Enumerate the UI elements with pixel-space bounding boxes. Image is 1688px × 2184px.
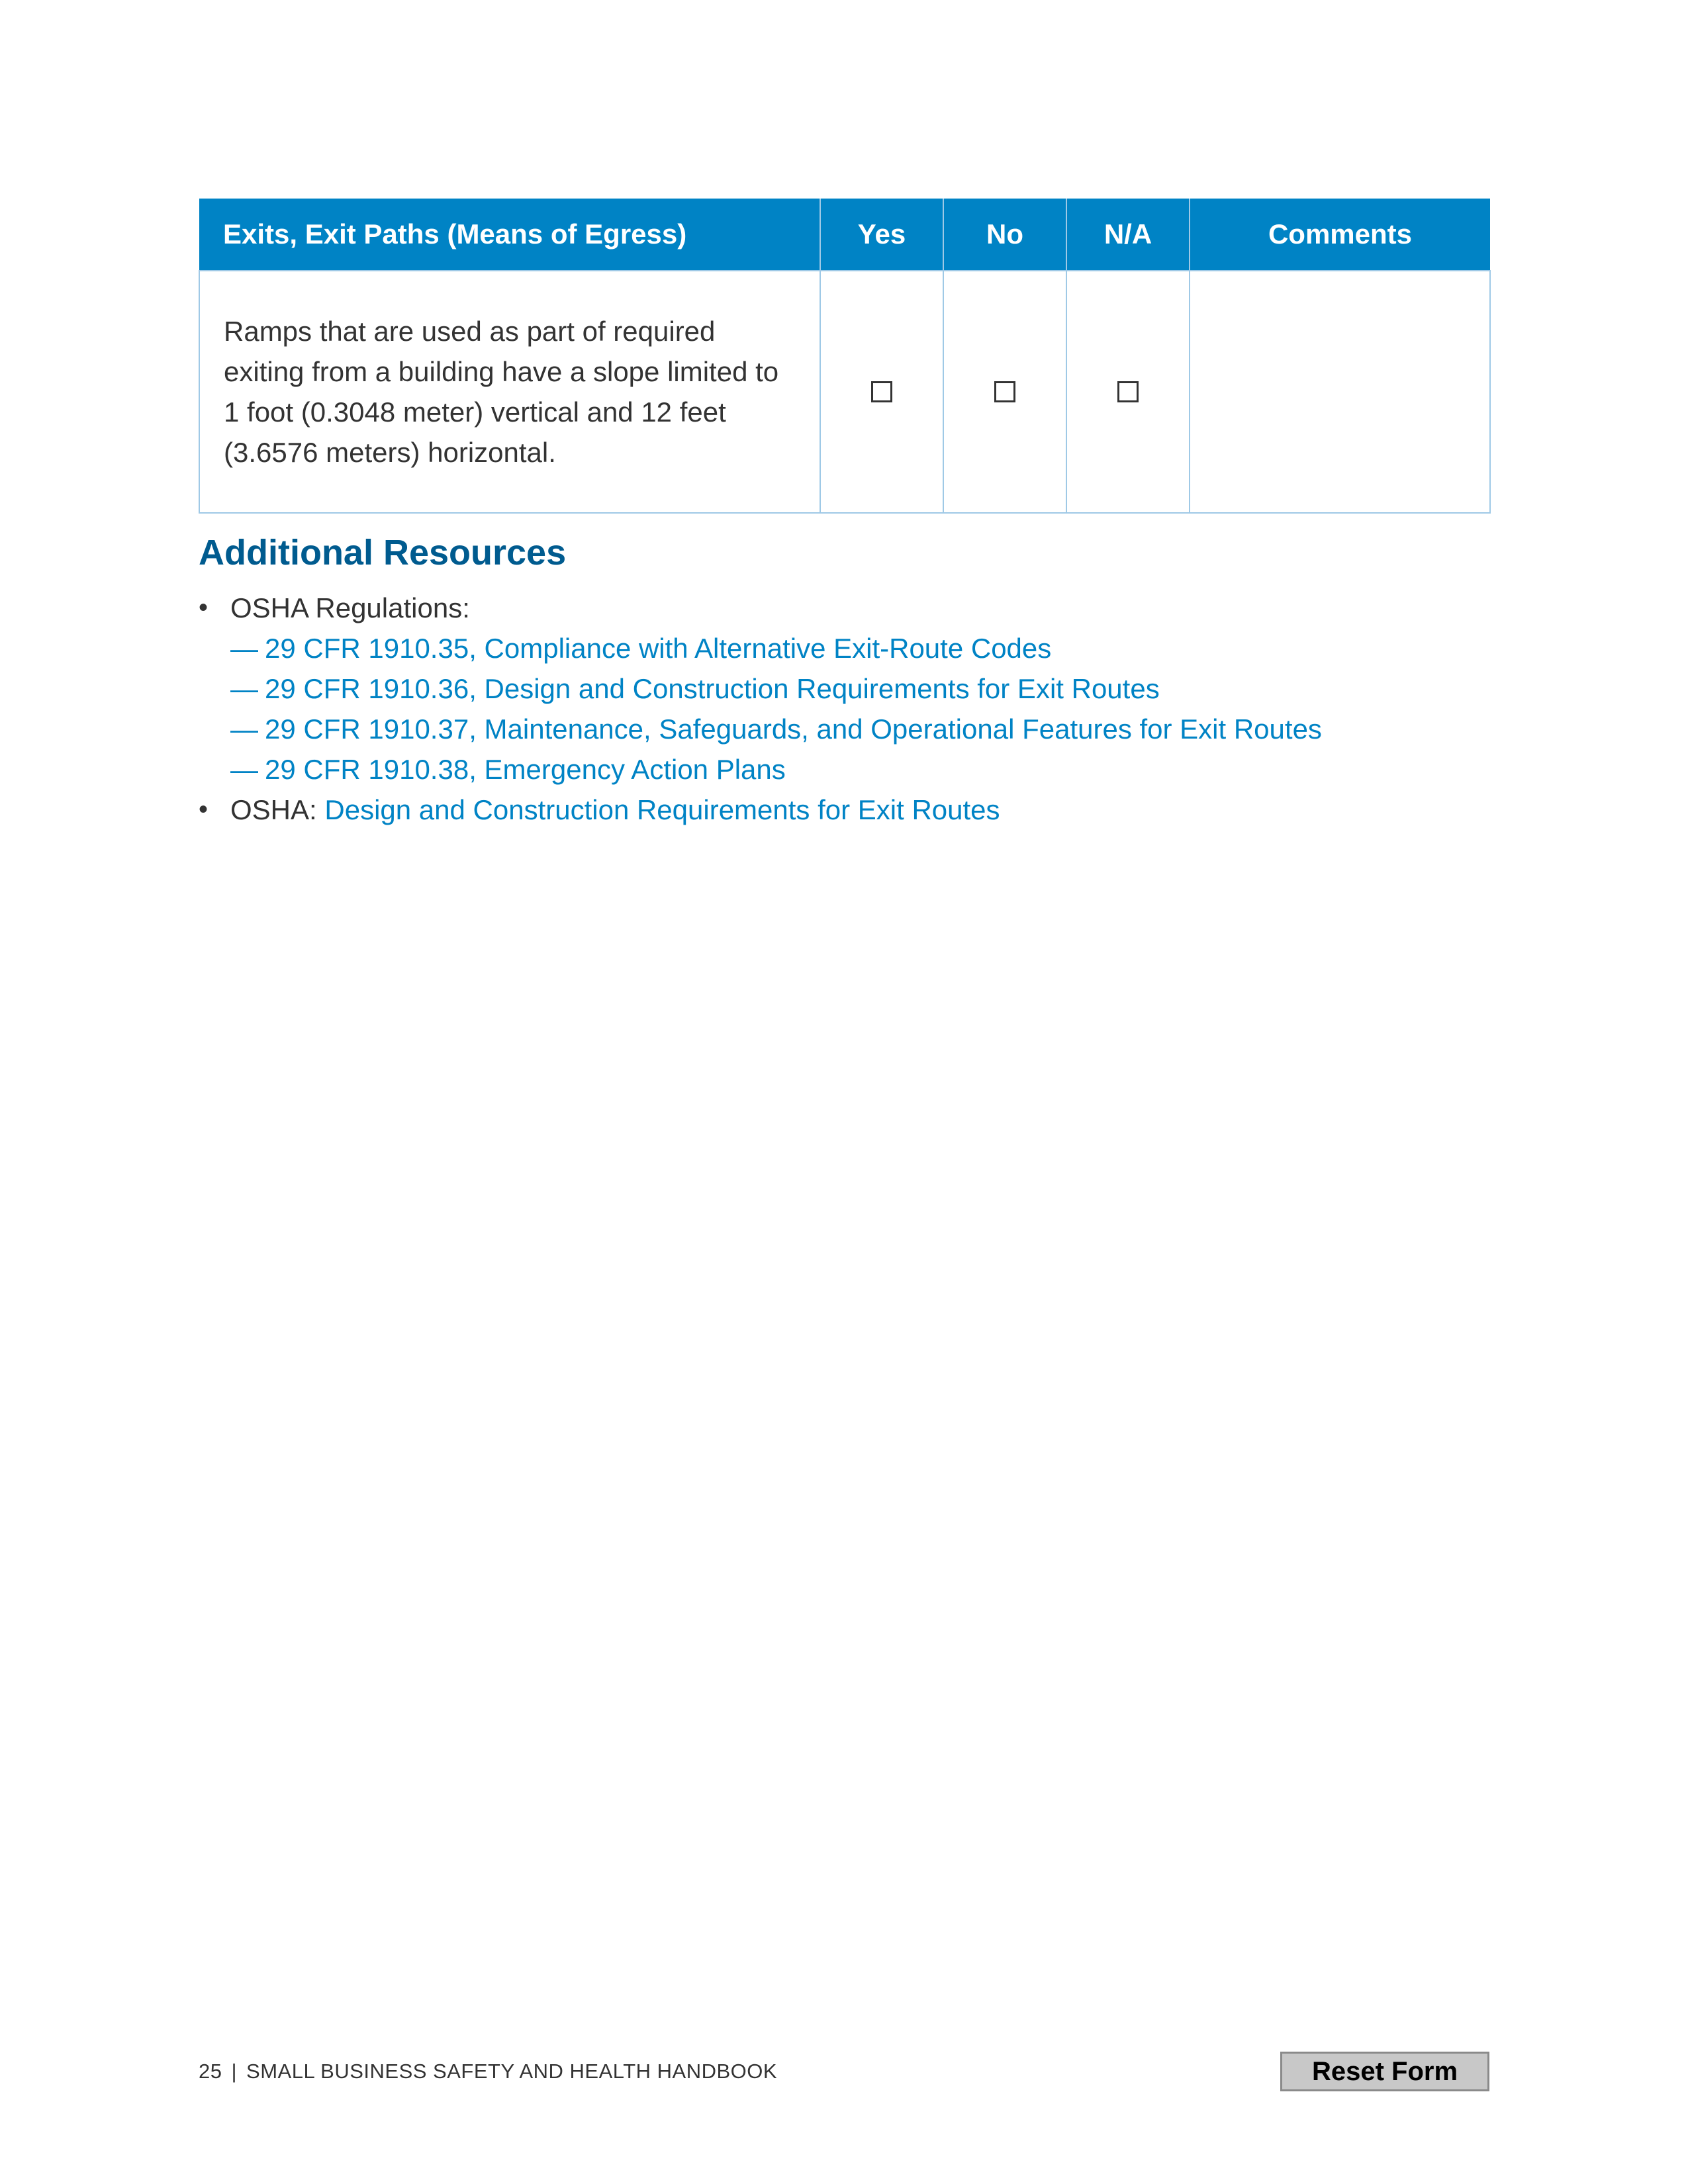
footer-separator: | (231, 2060, 238, 2083)
comments-field[interactable] (1190, 271, 1490, 513)
table-row (199, 271, 1490, 513)
section-header: Exits, Exit Paths (Means of Egress) (199, 199, 820, 271)
osha-regulations-label: OSHA Regulations: (230, 592, 470, 623)
sub-list-item (199, 749, 1489, 790)
dash-icon: — (230, 754, 258, 785)
cfr-1910-35-link[interactable]: 29 CFR 1910.35, Compliance with Alternative Exit-Route Codes (265, 633, 1052, 664)
osha-resource-line (230, 790, 1000, 830)
page-number: 25 (199, 2060, 222, 2083)
resources-list (199, 588, 1489, 830)
question-text: Ramps that are used as part of required exiting from a building have a slope limited to 1 foot (0.3048 meter) vertical and 12 feet (3.6576 meters) horizontal. (199, 271, 820, 513)
yes-checkbox[interactable] (871, 381, 892, 402)
list-item (199, 588, 1489, 628)
list-item (199, 790, 1489, 830)
sub-list-item (199, 628, 1489, 668)
na-header: N/A (1066, 199, 1190, 271)
yes-cell (820, 271, 943, 513)
na-checkbox[interactable] (1117, 381, 1139, 402)
dash-icon: — (230, 713, 258, 745)
no-checkbox[interactable] (994, 381, 1015, 402)
table-header-row (199, 199, 1490, 271)
osha-label: OSHA: (230, 794, 317, 825)
page-footer (199, 2060, 777, 2083)
sub-list-item (199, 709, 1489, 749)
sub-list-item (199, 668, 1489, 709)
no-cell (943, 271, 1066, 513)
exit-routes-link[interactable]: Design and Construction Requirements for Exit Routes (324, 794, 1000, 825)
checklist-table (199, 199, 1491, 514)
cfr-1910-36-link[interactable]: 29 CFR 1910.36, Design and Construction Requirements for Exit Routes (265, 673, 1160, 704)
comments-header: Comments (1190, 199, 1490, 271)
na-cell (1066, 271, 1190, 513)
handbook-title: SMALL BUSINESS SAFETY AND HEALTH HANDBOOK (246, 2060, 778, 2083)
dash-icon: — (230, 633, 258, 664)
bullet-icon: • (199, 593, 209, 622)
resources-heading: Additional Resources (199, 533, 567, 572)
no-header: No (943, 199, 1066, 271)
bullet-icon: • (199, 795, 209, 824)
cfr-1910-38-link[interactable]: 29 CFR 1910.38, Emergency Action Plans (265, 754, 786, 785)
reset-form-button[interactable]: Reset Form (1280, 2052, 1489, 2091)
cfr-1910-37-link[interactable]: 29 CFR 1910.37, Maintenance, Safeguards, and Operational Features for Exit Routes (265, 713, 1322, 745)
dash-icon: — (230, 673, 258, 704)
yes-header: Yes (820, 199, 943, 271)
